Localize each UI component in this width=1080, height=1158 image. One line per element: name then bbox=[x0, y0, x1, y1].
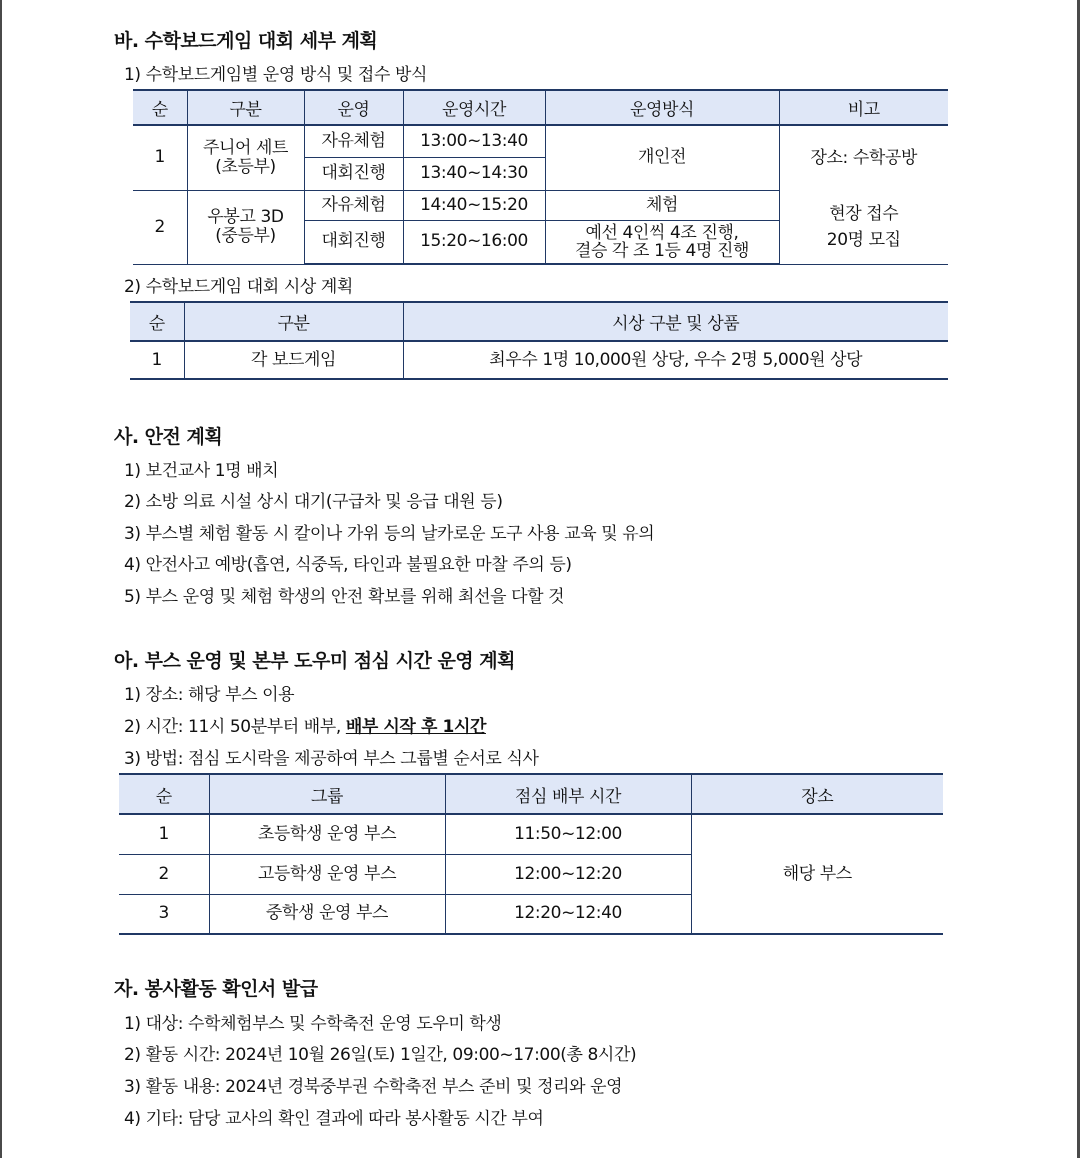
category-line: 주니어 세트 bbox=[202, 137, 289, 158]
table-row bbox=[119, 814, 943, 854]
list-item: 4) 기타: 담당 교사의 확인 결과에 따라 봉사활동 시간 부여 bbox=[124, 1109, 544, 1129]
time-cell: 14:40~15:20 bbox=[403, 190, 545, 220]
category-cell: 각 보드게임 bbox=[184, 341, 403, 379]
note-line: 현장 접수 bbox=[829, 203, 899, 224]
list-item: 3) 방법: 점심 도시락을 제공하여 부스 그룹별 순서로 식사 bbox=[124, 749, 539, 769]
header-cell: 점심 배부 시간 bbox=[445, 774, 691, 814]
operation-cell: 대회진행 bbox=[304, 157, 403, 190]
list-item: 1) 대상: 수학체험부스 및 수학축전 운영 도우미 학생 bbox=[124, 1014, 502, 1034]
category-line: (중등부) bbox=[215, 226, 276, 246]
section-title-ja: 자. 봉사활동 확인서 발급 bbox=[114, 978, 318, 1000]
time-cell: 12:20~12:40 bbox=[445, 894, 691, 934]
time-cell: 11:50~12:00 bbox=[445, 814, 691, 854]
method-cell: 개인전 bbox=[545, 125, 779, 190]
list-item: 4) 안전사고 예방(흡연, 식중독, 타인과 불필요한 마찰 주의 등) bbox=[124, 555, 572, 575]
header-cell: 순 bbox=[133, 90, 187, 125]
header-cell: 그룹 bbox=[209, 774, 445, 814]
list-item: 2) 활동 시간: 2024년 10월 26일(토) 1일간, 09:00~17:00(총 8시간) bbox=[124, 1045, 637, 1065]
note-cell-registration bbox=[779, 190, 948, 264]
list-item-time bbox=[124, 712, 486, 737]
board-game-operation-table bbox=[133, 89, 948, 265]
list-item: 2) 소방 의료 시설 상시 대기(구급차 및 응급 대원 등) bbox=[124, 492, 503, 512]
row-number: 1 bbox=[119, 814, 209, 854]
method-line: 결승 각 조 1등 4명 진행 bbox=[574, 240, 750, 261]
group-cell: 초등학생 운영 부스 bbox=[209, 814, 445, 854]
prize-cell: 최우수 1명 10,000원 상당, 우수 2명 5,000원 상당 bbox=[403, 341, 948, 379]
header-cell: 비고 bbox=[779, 90, 948, 125]
header-cell: 구분 bbox=[184, 302, 403, 341]
method-cell bbox=[545, 220, 779, 264]
header-cell: 운영방식 bbox=[545, 90, 779, 125]
award-plan-table bbox=[130, 301, 948, 380]
subheading-table1: 1) 수학보드게임별 운영 방식 및 접수 방식 bbox=[124, 65, 428, 85]
table-row bbox=[133, 190, 948, 220]
list-item: 1) 장소: 해당 부스 이용 bbox=[124, 685, 295, 705]
table-row bbox=[133, 125, 948, 157]
header-cell: 시상 구분 및 상품 bbox=[403, 302, 948, 341]
subheading-table2: 2) 수학보드게임 대회 시상 계획 bbox=[124, 277, 353, 297]
category-line: 우봉고 3D bbox=[207, 207, 284, 227]
row-number: 2 bbox=[119, 854, 209, 894]
section-title-a: 아. 부스 운영 및 본부 도우미 점심 시간 운영 계획 bbox=[114, 650, 515, 672]
category-line: (초등부) bbox=[215, 156, 276, 177]
row-number: 1 bbox=[133, 125, 187, 190]
time-cell: 13:00~13:40 bbox=[403, 125, 545, 157]
note-cell-place: 장소: 수학공방 bbox=[779, 125, 948, 190]
operation-cell: 자유체험 bbox=[304, 190, 403, 220]
method-cell: 체험 bbox=[545, 190, 779, 220]
note-line: 20명 모집 bbox=[826, 229, 901, 250]
group-cell: 중학생 운영 부스 bbox=[209, 894, 445, 934]
row-number: 1 bbox=[130, 341, 184, 379]
header-cell: 순 bbox=[119, 774, 209, 814]
header-cell: 구분 bbox=[187, 90, 304, 125]
section-title-sa: 사. 안전 계획 bbox=[114, 426, 223, 448]
group-cell: 고등학생 운영 부스 bbox=[209, 854, 445, 894]
category-cell bbox=[187, 190, 304, 264]
row-number: 3 bbox=[119, 894, 209, 934]
operation-cell: 자유체험 bbox=[304, 125, 403, 157]
operation-cell: 대회진행 bbox=[304, 220, 403, 264]
list-item: 3) 활동 내용: 2024년 경북중부권 수학축전 부스 준비 및 정리와 운영 bbox=[124, 1077, 623, 1097]
time-cell: 13:40~14:30 bbox=[403, 157, 545, 190]
table-header-row bbox=[130, 302, 948, 341]
table-header-row bbox=[119, 774, 943, 814]
header-cell: 운영 bbox=[304, 90, 403, 125]
list-item: 3) 부스별 체험 활동 시 칼이나 가위 등의 날카로운 도구 사용 교육 및 유의 bbox=[124, 524, 655, 544]
lunch-schedule-table bbox=[119, 773, 943, 935]
table-row bbox=[130, 341, 948, 379]
header-cell: 운영시간 bbox=[403, 90, 545, 125]
time-cell: 12:00~12:20 bbox=[445, 854, 691, 894]
section-title-ba: 바. 수학보드게임 대회 세부 계획 bbox=[114, 30, 378, 52]
method-line: 예선 4인씩 4조 진행, bbox=[585, 222, 739, 243]
place-cell: 해당 부스 bbox=[691, 814, 943, 934]
list-item: 1) 보건교사 1명 배치 bbox=[124, 461, 279, 481]
time-emphasis: 배부 시작 후 1시간 bbox=[345, 717, 486, 737]
time-cell: 15:20~16:00 bbox=[403, 220, 545, 264]
time-text: 2) 시간: 11시 50분부터 배부, bbox=[124, 717, 346, 737]
header-cell: 순 bbox=[130, 302, 184, 341]
category-cell bbox=[187, 125, 304, 190]
header-cell: 장소 bbox=[691, 774, 943, 814]
list-item: 5) 부스 운영 및 체험 학생의 안전 확보를 위해 최선을 다할 것 bbox=[124, 587, 565, 607]
row-number: 2 bbox=[133, 190, 187, 264]
table-header-row bbox=[133, 90, 948, 125]
